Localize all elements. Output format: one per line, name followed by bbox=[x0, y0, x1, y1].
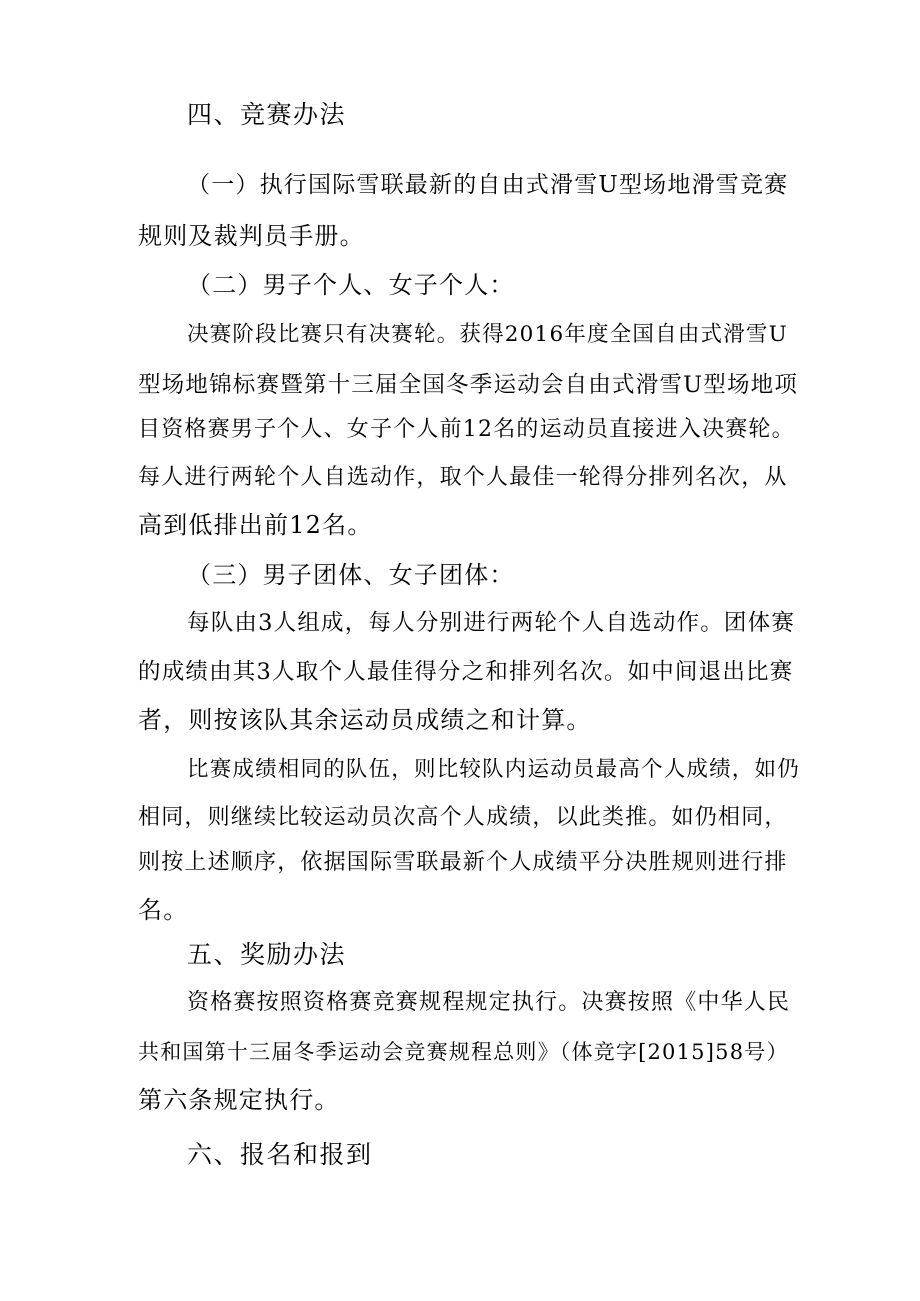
item-2-paragraph-line: 高到低排出前12名。 bbox=[138, 511, 373, 539]
item-2-paragraph-line: 目资格赛男子个人、女子个人前12名的运动员直接进入决赛轮。 bbox=[138, 417, 795, 442]
item-3-heading: （三）男子团体、女子团体： bbox=[187, 561, 515, 589]
item-2-paragraph-line: 每人进行两轮个人自选动作，取个人最佳一轮得分排列名次，从 bbox=[138, 465, 788, 490]
item-3-paragraph-2-line: 比赛成绩相同的队伍，则比较队内运动员最高个人成绩，如仍 bbox=[187, 757, 800, 782]
section-4-heading: 四、竞赛办法 bbox=[187, 100, 347, 129]
item-2-paragraph-line: 型场地锦标赛暨第十三届全国冬季运动会自由式滑雪U型场地项 bbox=[138, 372, 799, 398]
item-3-paragraph-2-line: 则按上述顺序，依据国际雪联最新个人成绩平分决胜规则进行排 bbox=[138, 850, 788, 875]
item-1-line-1: （一）执行国际雪联最新的自由式滑雪U型场地滑雪竞赛 bbox=[187, 172, 789, 198]
section-5-paragraph-line: 资格赛按照资格赛竞赛规程规定执行。决赛按照《中华人民 bbox=[187, 990, 791, 1015]
item-2-paragraph-line: 决赛阶段比赛只有决赛轮。获得2016年度全国自由式滑雪U bbox=[187, 322, 788, 347]
item-3-paragraph-1-line: 每队由3人组成，每人分别进行两轮个人自选动作。团体赛 bbox=[187, 610, 796, 636]
item-1-line-2: 规则及裁判员手册。 bbox=[138, 222, 365, 250]
section-6-heading: 六、报名和报到 bbox=[187, 1140, 373, 1169]
item-3-paragraph-2-line: 相同，则继续比较运动员次高个人成绩，以此类推。如仍相同， bbox=[138, 805, 788, 830]
item-3-paragraph-1-line: 者，则按该队其余运动员成绩之和计算。 bbox=[138, 706, 592, 734]
item-3-paragraph-2-line: 名。 bbox=[138, 896, 189, 924]
item-2-heading: （二）男子个人、女子个人： bbox=[187, 271, 515, 299]
section-5-heading: 五、奖励办法 bbox=[187, 940, 347, 969]
item-3-paragraph-1-line: 的成绩由其3人取个人最佳得分之和排列名次。如中间退出比赛 bbox=[138, 659, 794, 685]
section-5-paragraph-line: 第六条规定执行。 bbox=[138, 1086, 340, 1114]
section-5-paragraph-line: 共和国第十三届冬季运动会竞赛规程总则》（体竞字[2015]58号） bbox=[138, 1040, 789, 1064]
